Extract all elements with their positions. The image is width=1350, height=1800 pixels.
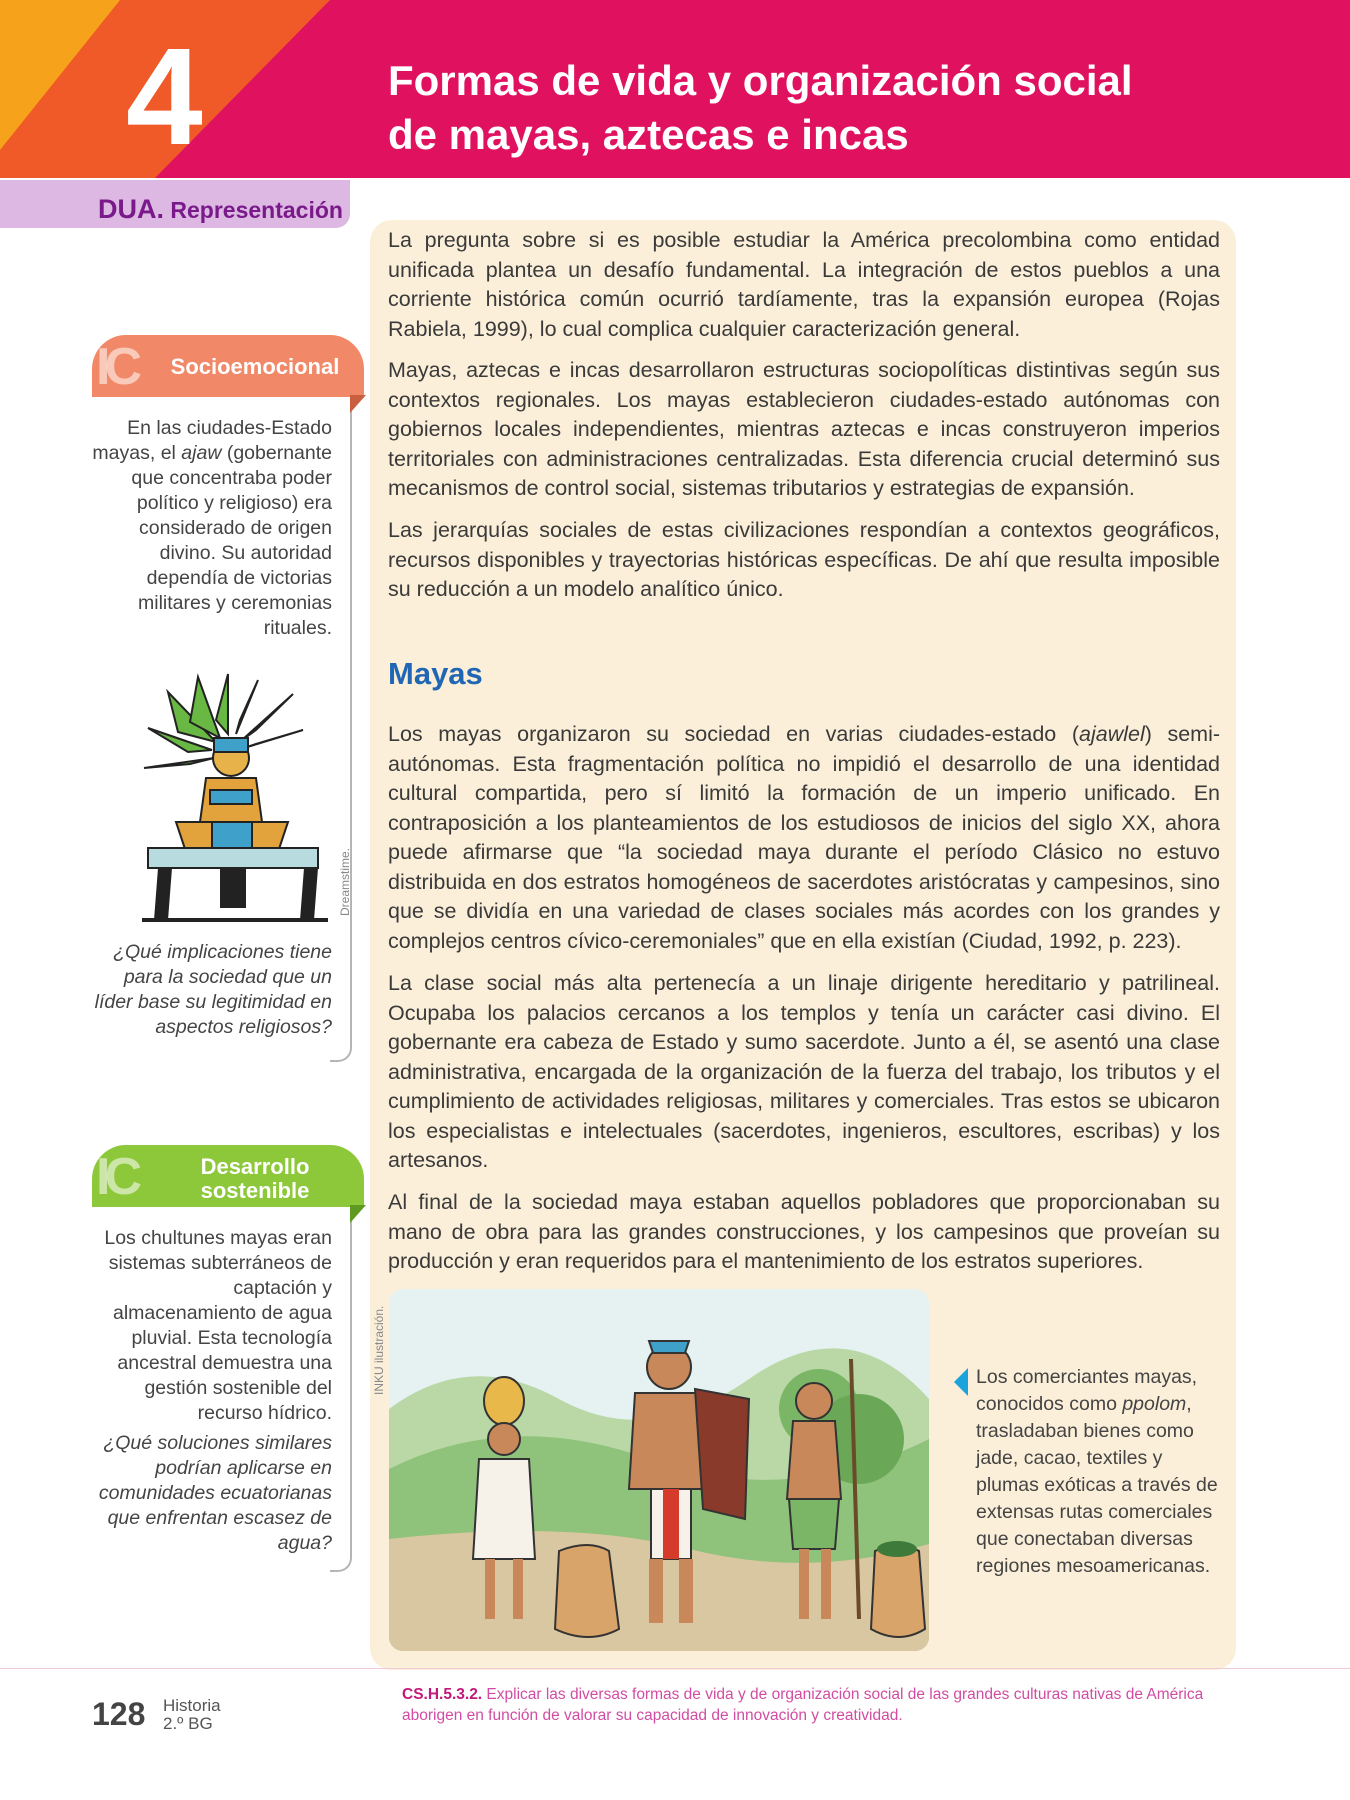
socioemocional-text <box>92 416 332 641</box>
grade: 2.º BG <box>163 1714 213 1733</box>
intro-paragraph-2: Mayas, aztecas e incas desarrollaron estructuras sociopolíticas distintivas según sus contextos regionales. Los mayas establecieron ciudades-estado autónomas con gobiernos locales independientes, mientras aztecas e incas construyeron imperios territoriales con administraciones centralizadas. Esta diferencia crucial determinó sus mecanismos de control social, sistemas tributarios y estrategias de expansión. <box>388 358 1220 500</box>
caption-start: Los comerciantes mayas, conocidos como <box>976 1366 1198 1415</box>
mayas-paragraph-3: Al final de la sociedad maya estaban aquellos pobladores que proporcionaban su mano de obra para las grandes construcciones, y los campesinos que proveían su producción y eran requeridos para el mantenimiento de los estratos superiores. <box>388 1190 1220 1273</box>
merchants-scene <box>389 1289 929 1651</box>
section-heading-mayas: Mayas <box>388 656 483 691</box>
intro-paragraph-3: Las jerarquías sociales de estas civilizaciones respondían a contextos geográficos, recursos disponibles y trayectorias históricas específicas. De ahí que resulta imposible su reducción a un modelo analítico único. <box>388 518 1220 601</box>
socio-text-start: En las ciudades-Estado mayas, el <box>92 417 332 464</box>
learning-objective <box>402 1684 1232 1726</box>
chapter-title <box>388 54 1288 162</box>
term-ajaw: ajaw <box>181 442 222 464</box>
desarrollo-sostenible-label <box>160 1155 350 1203</box>
maya-merchants-illustration <box>389 1289 929 1651</box>
term-ppolom: ppolom <box>1122 1393 1187 1415</box>
objective-text: Explicar las diversas formas de vida y de organización social de las grandes culturas nativas de América aborigen en función de valorar su capacidad de innovación y creatividad. <box>402 1686 1204 1724</box>
dua-prefix: DUA. <box>98 194 164 224</box>
subject-name: Historia <box>163 1696 221 1715</box>
desarrollo-sostenible-tab <box>92 1145 364 1207</box>
socioemocional-tab <box>92 335 364 397</box>
page-number: 128 <box>92 1696 146 1732</box>
socioemocional-question: ¿Qué implicaciones tiene para la sociedad que un líder base su legitimidad en aspectos religiosos? <box>94 941 332 1038</box>
objective-code: CS.H.5.3.2. <box>402 1686 483 1703</box>
mayas-p1-end: ) semi-autónomas. Esta fragmentación política no impidió el desarrollo de una identidad cultural compartida, pero sí limitó la formación de un imperio unificado. En contraposición a los planteamientos de los estudiosos de inicios del siglo XX, ahora puede afirmarse que “la sociedad maya durante el período Clásico no estuvo distribuida en dos estratos homogéneos de sacerdotes aristócratas y campesinos, sino que se dividía en una variedad de clases sociales más acordes con los grandes y complejos centros cívico-ceremoniales” que en ella existían (Ciudad, 1992, p. 223). <box>388 722 1221 953</box>
tab-fold <box>350 395 366 415</box>
sostenible-border <box>330 1205 352 1572</box>
subject-label <box>163 1697 221 1733</box>
caption-pointer-icon <box>954 1368 968 1396</box>
dua-label <box>98 194 343 225</box>
ic-logo: IC <box>96 1148 136 1206</box>
illustration-caption <box>976 1364 1226 1580</box>
mayas-paragraph-2: La clase social más alta pertenecía a un linaje dirigente hereditario y patrilineal. Ocupaba los palacios cercanos a los templos y tenía un carácter casi divino. El gobernante era cabeza de Estado y sumo sacerdote. Junto a él, se asentó una clase administrativa, encargada de la organización de la fuerza del trabajo, los tributos y el cumplimiento de actividades religiosas, militares y comerciales. Tras estos se ubicaron los especialistas e intelectuales (sacerdotes, ingenieros, escultores, escribas) y los artesanos. <box>388 971 1220 1172</box>
mayas-paragraph-1 <box>388 720 1220 956</box>
chapter-title-line2: de mayas, aztecas e incas <box>388 111 909 158</box>
intro-paragraph-1: La pregunta sobre si es posible estudiar la América precolombina como entidad unificada plantea un desafío fundamental. La integración de estos pueblos a una corriente histórica común ocurrió tardíamente, tras la expansión europea (Rojas Rabiela, 1999), lo cual complica cualquier caracterización general. <box>388 228 1220 341</box>
tab-line-2: sostenible <box>200 1178 310 1203</box>
chapter-header <box>0 0 1350 178</box>
ic-logo: IC <box>96 338 136 396</box>
mayas-p1-start: Los mayas organizaron su sociedad en varias ciudades-estado ( <box>388 722 1079 746</box>
dreamstime-credit: Dreamstime. <box>338 847 352 916</box>
caption-end: , trasladaban bienes como jade, cacao, textiles y plumas exóticas a través de extensas rutas comerciales que conectaban diversas regiones mesoamericanas. <box>976 1393 1218 1577</box>
tab-fold <box>350 1205 366 1225</box>
tab-line-1: Desarrollo <box>200 1154 310 1179</box>
chapter-number: 4 <box>126 20 203 174</box>
inku-credit: INKU ilustración. <box>372 1305 386 1395</box>
term-ajawlel: ajawlel <box>1079 722 1145 746</box>
dua-representation: Representación <box>170 197 343 223</box>
footer-divider <box>0 1668 1350 1669</box>
chapter-title-line1: Formas de vida y organización social <box>388 57 1133 104</box>
socioemocional-label: Socioemocional <box>170 354 340 379</box>
maya-ruler-illustration <box>128 672 348 924</box>
sostenible-text: Los chultunes mayas eran sistemas subterráneos de captación y almacenamiento de agua pluvial. Esta tecnología ancestral demuestra una gestión sostenible del recurso hídrico. <box>104 1227 332 1424</box>
sostenible-question: ¿Qué soluciones similares podrían aplicarse en comunidades ecuatorianas que enfrentan escasez de agua? <box>98 1432 332 1554</box>
socio-text-end: (gobernante que concentraba poder político y religioso) era considerado de origen divino. Su autoridad dependía de victorias militares y ceremonias rituales. <box>131 442 332 639</box>
